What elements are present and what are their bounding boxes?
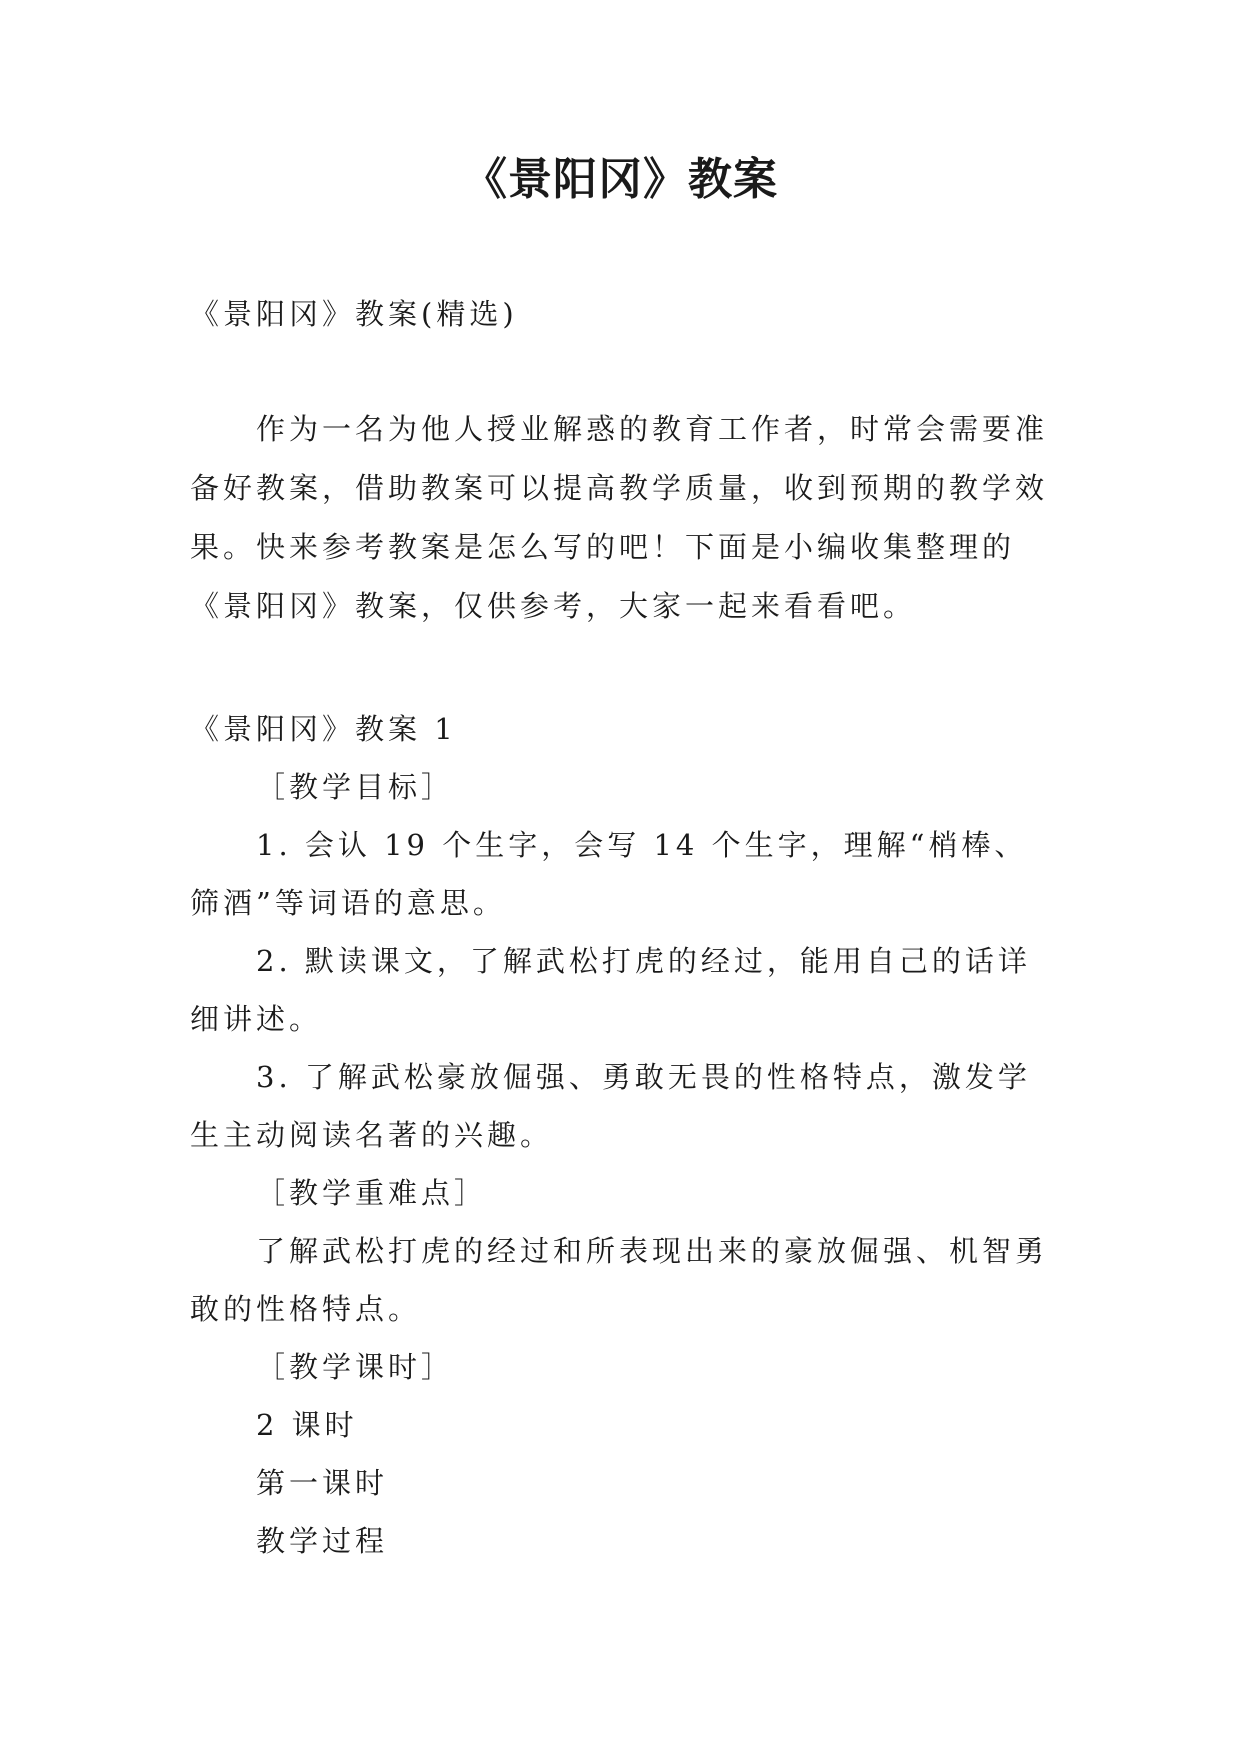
document-subtitle: 《景阳冈》教案(精选) (190, 297, 518, 331)
key-points-text: 了解武松打虎的经过和所表现出来的豪放倔强、机智勇敢的性格特点。 (190, 1234, 1049, 1326)
intro-paragraph: 作为一名为他人授业解惑的教育工作者，时常会需要准备好教案，借助教案可以提高教学质量，收到预期的教学效果。快来参考教案是怎么写的吧！下面是小编收集整理的《景阳冈》教案，仅供参考，大家一起来看看吧。 (190, 412, 1049, 623)
key-points-heading: ［教学重难点］ (256, 1176, 488, 1210)
section-heading: 《景阳冈》教案 1 (190, 712, 457, 746)
periods-heading: ［教学课时］ (256, 1350, 455, 1384)
goals-heading: ［教学目标］ (256, 770, 455, 804)
process-heading: 教学过程 (256, 1524, 389, 1558)
lesson-plan-content (190, 700, 1055, 1570)
first-period-heading: 第一课时 (256, 1466, 389, 1500)
document-title: 《景阳冈》教案 (463, 154, 778, 205)
periods-text: 2 课时 (256, 1408, 358, 1442)
goal-item-1: 1. 会认 19 个生字，会写 14 个生字，理解“梢棒、筛酒”等词语的意思。 (190, 828, 1028, 920)
goal-item-2: 2. 默读课文，了解武松打虎的经过，能用自己的话详细讲述。 (190, 944, 1031, 1036)
goal-item-3: 3. 了解武松豪放倔强、勇敢无畏的性格特点，激发学生主动阅读名著的兴趣。 (190, 1060, 1031, 1152)
